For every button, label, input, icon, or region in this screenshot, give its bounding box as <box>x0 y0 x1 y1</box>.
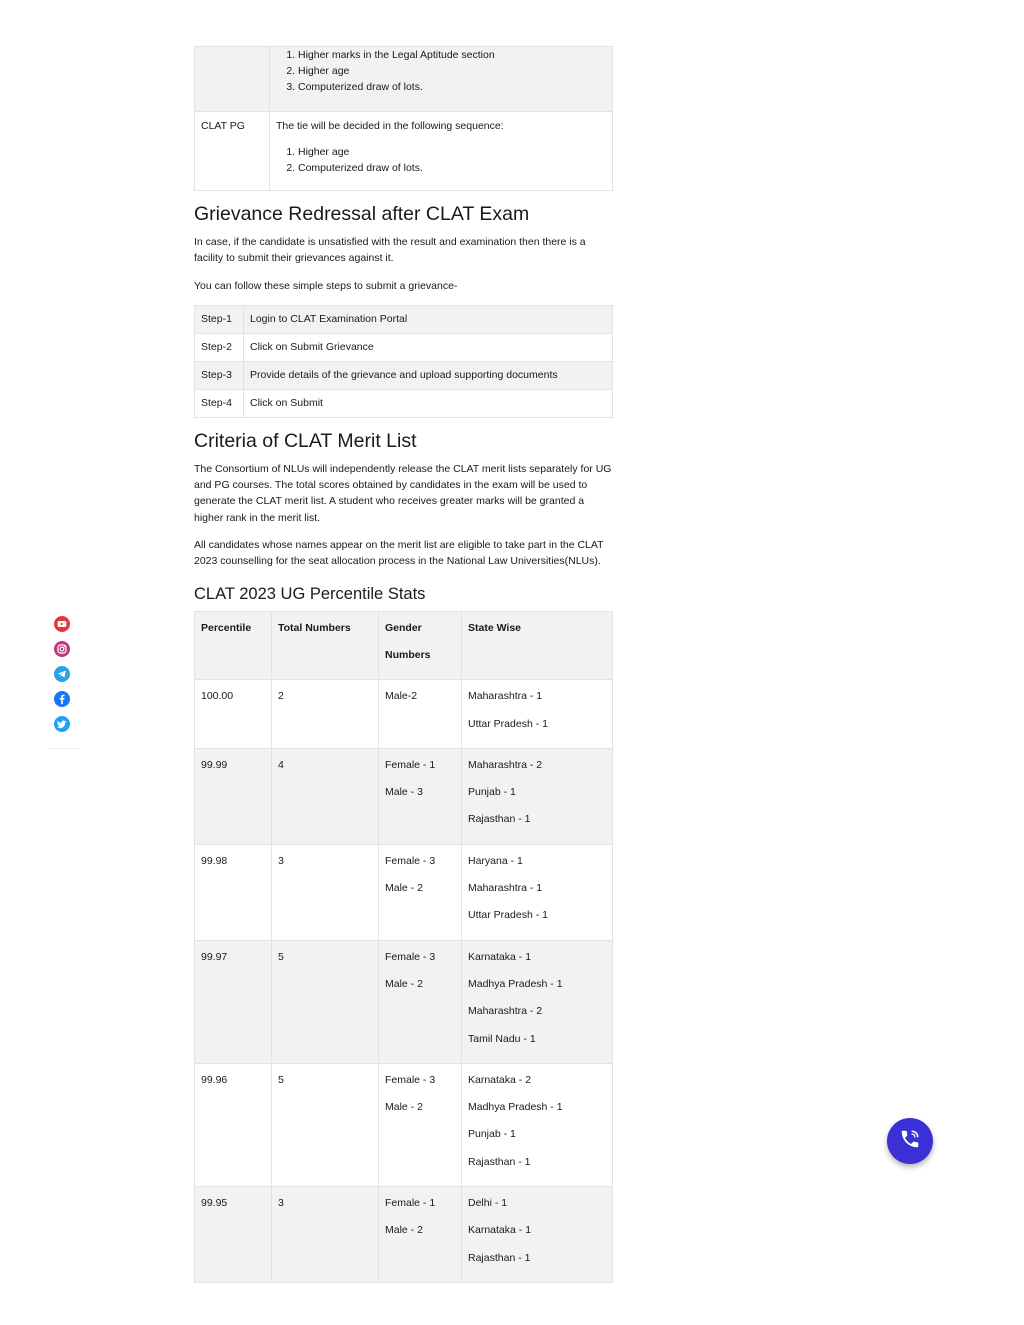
list-item: 2. Computerized draw of lots. <box>298 160 606 176</box>
table-row <box>195 333 613 361</box>
table-row <box>195 680 613 749</box>
step-text: Click on Submit <box>244 389 613 417</box>
gender-count: Female - 3 <box>385 950 436 963</box>
table-row <box>195 940 613 1063</box>
total-cell: 3 <box>272 844 379 940</box>
state-count: Haryana - 1 <box>468 854 523 867</box>
tie-breaker-table <box>194 46 613 191</box>
state-count: Maharashtra - 2 <box>468 1005 543 1018</box>
social-share-bar <box>50 612 74 741</box>
total-cell: 3 <box>272 1187 379 1283</box>
percentile-cell: 99.99 <box>195 748 272 844</box>
gender-cell <box>379 1063 462 1186</box>
merit-paragraph: The Consortium of NLUs will independently release the CLAT merit lists separately for UG and PG courses. The total scores obtained by candidates in the exam will be used to generate the CLAT merit list. A student who receives greater marks will be granted a higher rank in the merit list. <box>194 462 612 524</box>
state-count: Delhi - 1 <box>468 1197 508 1210</box>
state-count: Karnataka - 1 <box>468 1224 532 1237</box>
step-text: Provide details of the grievance and upload supporting documents <box>244 361 613 389</box>
tie-criteria-cell <box>270 112 613 191</box>
table-row <box>195 748 613 844</box>
percentile-cell: 100.00 <box>195 680 272 749</box>
percentile-cell: 99.98 <box>195 844 272 940</box>
table-row <box>195 844 613 940</box>
table-row <box>195 361 613 389</box>
merit-paragraph: All candidates whose names appear on the merit list are eligible to take part in the CLAT 2023 counselling for the seat allocation process in the National Law Universities(NLUs). <box>194 539 604 568</box>
gender-cell <box>379 940 462 1063</box>
state-count: Punjab - 1 <box>468 1128 516 1141</box>
table-row <box>195 112 613 191</box>
state-count: Rajasthan - 1 <box>468 813 531 826</box>
state-cell <box>462 680 613 749</box>
gender-count: Male - 3 <box>385 786 423 799</box>
grievance-heading: Grievance Redressal after CLAT Exam <box>194 203 530 225</box>
state-count: Maharashtra - 2 <box>468 758 543 771</box>
table-header-row <box>195 611 613 680</box>
list-item: 1. Higher age <box>298 144 606 160</box>
step-text: Click on Submit Grievance <box>244 333 613 361</box>
facebook-icon[interactable] <box>54 691 70 707</box>
state-count: Madhya Pradesh - 1 <box>468 1101 563 1114</box>
column-header: Percentile <box>195 611 272 680</box>
column-header: Total Numbers <box>272 611 379 680</box>
percentile-stats-table <box>194 611 613 1283</box>
gender-count: Female - 1 <box>385 1197 436 1210</box>
total-cell: 5 <box>272 940 379 1063</box>
step-text: Login to CLAT Examination Portal <box>244 305 613 333</box>
total-cell: 2 <box>272 680 379 749</box>
twitter-icon[interactable] <box>54 716 70 732</box>
state-cell <box>462 1063 613 1186</box>
tie-criteria-list <box>276 47 606 95</box>
gender-count: Male - 2 <box>385 882 423 895</box>
exam-label: CLAT PG <box>195 112 270 191</box>
state-count: Uttar Pradesh - 1 <box>468 909 548 922</box>
step-number: Step-2 <box>195 333 244 361</box>
gender-cell <box>379 1187 462 1283</box>
state-count: Maharashtra - 1 <box>468 690 543 703</box>
state-count: Madhya Pradesh - 1 <box>468 977 563 990</box>
tie-criteria-list <box>276 144 606 176</box>
gender-cell <box>379 844 462 940</box>
step-number: Step-1 <box>195 305 244 333</box>
percentile-cell: 99.96 <box>195 1063 272 1186</box>
column-header: Gender Numbers <box>379 611 462 680</box>
state-cell <box>462 940 613 1063</box>
gender-cell <box>379 748 462 844</box>
state-count: Karnataka - 1 <box>468 950 532 963</box>
state-cell <box>462 844 613 940</box>
table-row <box>195 1187 613 1283</box>
tie-intro: The tie will be decided in the following sequence: <box>276 120 504 132</box>
gender-count: Male - 2 <box>385 977 423 990</box>
table-row <box>195 47 613 112</box>
stats-heading: CLAT 2023 UG Percentile Stats <box>194 584 426 603</box>
grievance-steps-table <box>194 305 613 418</box>
percentile-cell: 99.97 <box>195 940 272 1063</box>
total-cell: 4 <box>272 748 379 844</box>
state-count: Maharashtra - 1 <box>468 882 543 895</box>
table-row <box>195 305 613 333</box>
list-item: 3. Computerized draw of lots. <box>298 79 606 95</box>
state-count: Tamil Nadu - 1 <box>468 1032 536 1045</box>
gender-count: Female - 1 <box>385 758 436 771</box>
exam-label <box>195 47 270 112</box>
instagram-icon[interactable] <box>54 641 70 657</box>
gender-count: Male-2 <box>385 690 418 703</box>
total-cell: 5 <box>272 1063 379 1186</box>
state-count: Rajasthan - 1 <box>468 1251 531 1264</box>
article-content <box>194 46 613 1283</box>
state-count: Rajasthan - 1 <box>468 1155 531 1168</box>
column-header: State Wise <box>462 611 613 680</box>
call-button[interactable] <box>887 1118 933 1164</box>
state-cell <box>462 1187 613 1283</box>
phone-icon <box>899 1128 921 1155</box>
grievance-paragraph: In case, if the candidate is unsatisfied with the result and examination then there is a facility to submit their grievances against it. <box>194 236 586 265</box>
telegram-icon[interactable] <box>54 666 70 682</box>
list-item: 1. Higher marks in the Legal Aptitude section <box>298 47 606 63</box>
step-number: Step-3 <box>195 361 244 389</box>
table-row <box>195 1063 613 1186</box>
state-count: Punjab - 1 <box>468 786 516 799</box>
state-count: Karnataka - 2 <box>468 1073 532 1086</box>
state-count: Uttar Pradesh - 1 <box>468 717 548 730</box>
gender-count: Male - 2 <box>385 1224 423 1237</box>
list-item: 2. Higher age <box>298 63 606 79</box>
gender-count: Female - 3 <box>385 854 436 867</box>
tie-criteria-cell <box>270 47 613 112</box>
percentile-cell: 99.95 <box>195 1187 272 1283</box>
gender-count: Male - 2 <box>385 1101 423 1114</box>
merit-heading: Criteria of CLAT Merit List <box>194 429 417 452</box>
youtube-icon[interactable] <box>54 616 70 632</box>
social-bar-divider <box>48 748 80 749</box>
state-cell <box>462 748 613 844</box>
step-number: Step-4 <box>195 389 244 417</box>
gender-cell <box>379 680 462 749</box>
grievance-steps-intro: You can follow these simple steps to submit a grievance- <box>194 279 458 292</box>
gender-count: Female - 3 <box>385 1073 436 1086</box>
table-row <box>195 389 613 417</box>
